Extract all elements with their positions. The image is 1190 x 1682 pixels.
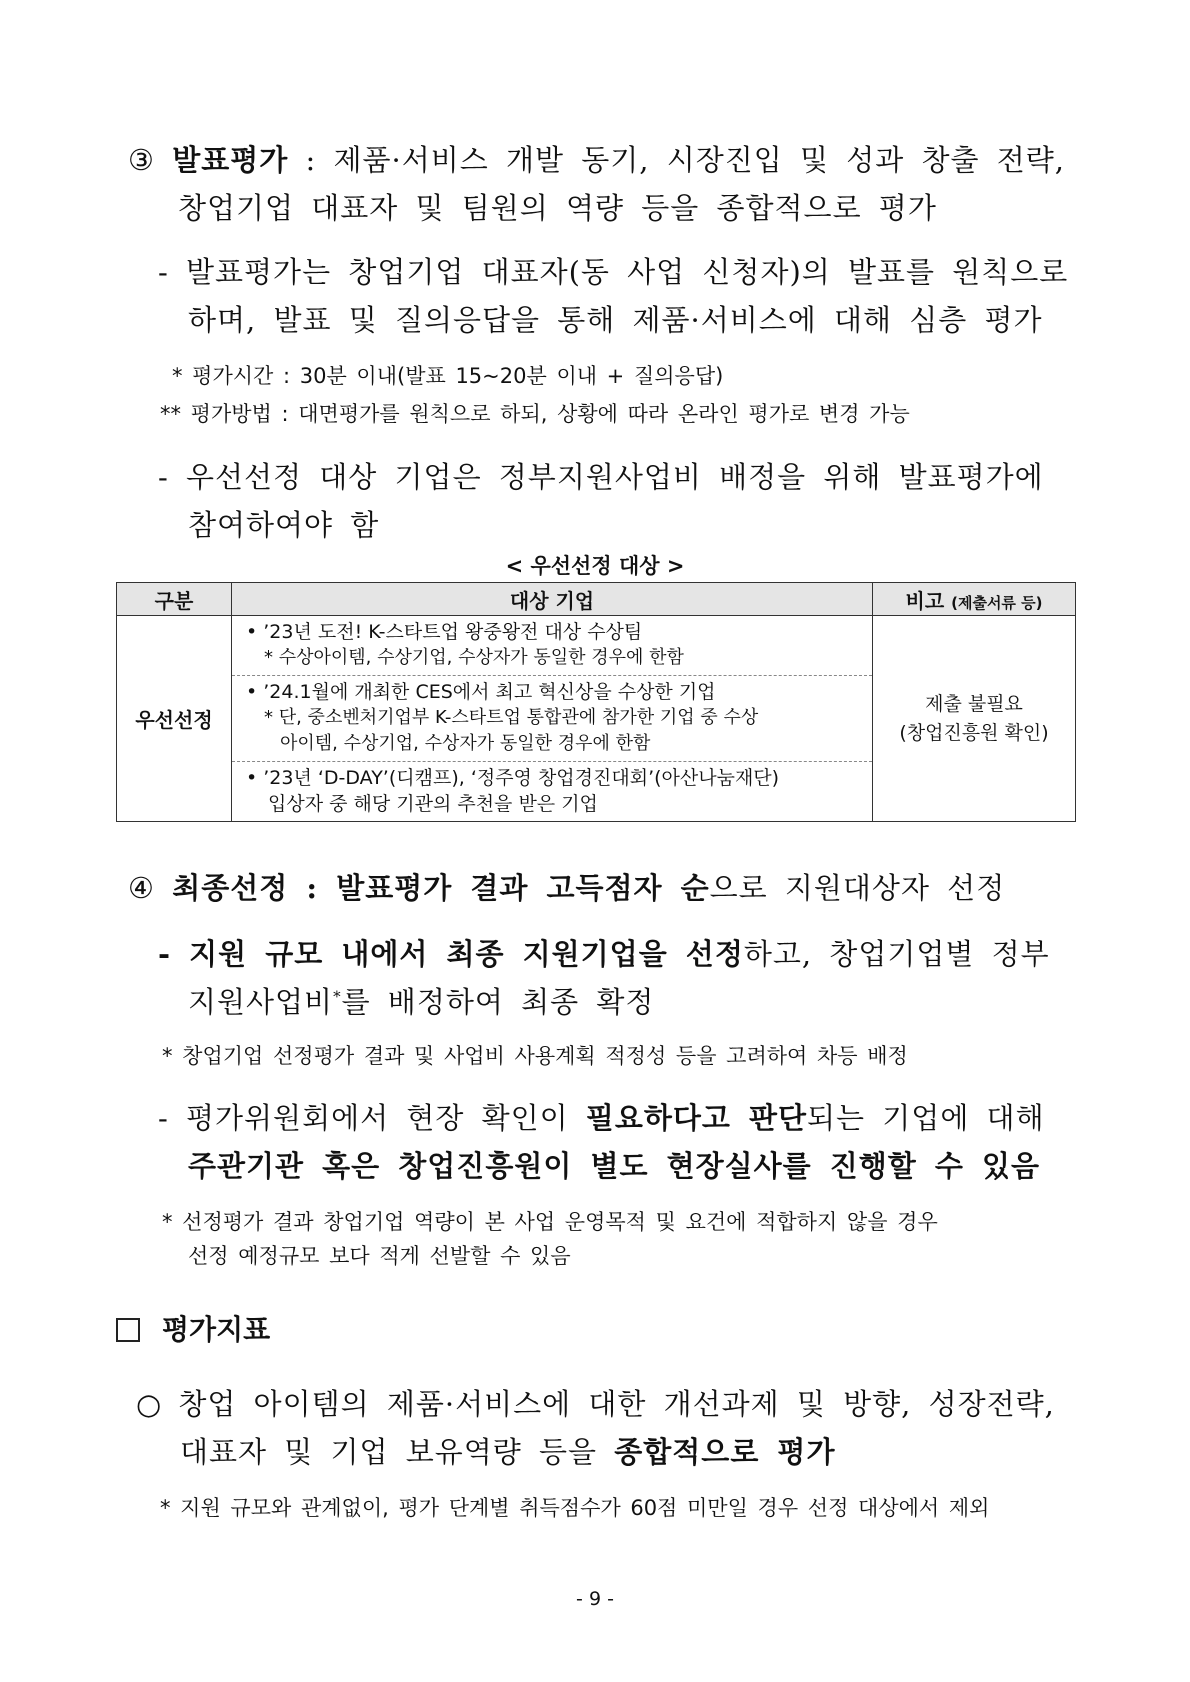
eval-line1 bbox=[136, 1382, 1055, 1423]
section3-bullet1-line2: 하며, 발표 및 질의응답을 통해 제품·서비스에 대해 심층 평가 bbox=[188, 303, 1043, 337]
table-caption: < 우선선정 대상 > bbox=[505, 554, 685, 578]
list-item bbox=[232, 675, 872, 761]
eval-line2-a: 대표자 및 기업 보유역량 등을 bbox=[180, 1435, 615, 1469]
list-item bbox=[232, 616, 872, 675]
item3-main: • ’23년 ‘D-DAY’(디캠프), ‘정주영 창업경진대회’(아산나눔재단) bbox=[246, 767, 780, 789]
section3-note1: * 평가시간 : 30분 이내(발표 15~20분 이내 + 질의응답) bbox=[172, 364, 724, 388]
section4-bullet2-a: - 평가위원회에서 현장 확인이 bbox=[158, 1101, 586, 1135]
header-remark-small: (제출서류 등) bbox=[951, 593, 1043, 612]
section3-bullet2-line1: - 우선선정 대상 기업은 정부지원사업비 배정을 위해 발표평가에 bbox=[158, 460, 1044, 494]
eval-heading bbox=[116, 1308, 270, 1348]
section4-note2-line2: 선정 예정규모 보다 적게 선발할 수 있음 bbox=[188, 1244, 571, 1268]
header-target: 대상 기업 bbox=[232, 583, 873, 616]
section4-marker: ④ bbox=[128, 871, 155, 905]
eval-heading-text: 평가지표 bbox=[162, 1313, 271, 1346]
priority-selection-table bbox=[116, 582, 1076, 822]
table-header-row bbox=[117, 583, 1076, 616]
item2-sub1: * 단, 중소벤처기업부 K-스타트업 통합관에 참가한 기업 중 수상 bbox=[264, 707, 759, 728]
eval-line2 bbox=[180, 1430, 835, 1471]
section4-note1: * 창업기업 선정평가 결과 및 사업비 사용계획 적정성 등을 고려하여 차등 배정 bbox=[162, 1044, 908, 1068]
section3-line2: 창업기업 대표자 및 팀원의 역량 등을 종합적으로 평가 bbox=[178, 191, 937, 225]
circle-bullet-icon: ○ bbox=[136, 1387, 163, 1421]
remark-cell bbox=[873, 616, 1076, 822]
section3-note2: ** 평가방법 : 대면평가를 원칙으로 하되, 상황에 따라 온라인 평가로 변경 가능 bbox=[160, 402, 910, 426]
section4-bullet2-line2: 주관기관 혹은 창업진흥원이 별도 현장실사를 진행할 수 있음 bbox=[188, 1149, 1041, 1183]
header-remark-label: 비고 bbox=[905, 588, 945, 613]
section4-bullet1-bold: - 지원 규모 내에서 최종 지원기업을 선정 bbox=[158, 937, 744, 971]
eval-line2-bold: 종합적으로 평가 bbox=[614, 1435, 836, 1469]
eval-line1-text: 창업 아이템의 제품·서비스에 대한 개선과제 및 방향, 성장전략, bbox=[178, 1387, 1055, 1421]
section3-line1 bbox=[128, 138, 1065, 179]
section3-bullet1-line1: - 발표평가는 창업기업 대표자(동 사업 신청자)의 발표를 원칙으로 bbox=[158, 255, 1069, 289]
footnote-mark: * bbox=[333, 987, 342, 1006]
item1-sub: * 수상아이템, 수상기업, 수상자가 동일한 경우에 한함 bbox=[264, 647, 684, 668]
remark-line1: 제출 불필요 bbox=[925, 692, 1023, 715]
item3-cont: 입상자 중 해당 기관의 추천을 받은 기업 bbox=[268, 793, 598, 815]
target-cell bbox=[232, 616, 873, 822]
section4-line1 bbox=[128, 866, 1005, 907]
section4-bullet2-bold: 필요하다고 판단 bbox=[585, 1101, 808, 1135]
section4-bullet2-b: 되는 기업에 대해 bbox=[807, 1101, 1045, 1135]
section4-bullet1-line1 bbox=[158, 932, 1050, 973]
section4-bullet1-line2 bbox=[188, 980, 654, 1021]
header-remark bbox=[873, 583, 1076, 616]
section4-bullet1-line2b: 를 배정하여 최종 확정 bbox=[341, 985, 655, 1019]
section3-marker: ③ bbox=[128, 143, 155, 177]
section4-bullet2-line1 bbox=[158, 1096, 1045, 1137]
section4-bold: 발표평가 결과 고득점자 순 bbox=[336, 871, 710, 905]
item2-main: • ’24.1월에 개최한 CES에서 최고 혁신상을 수상한 기업 bbox=[246, 681, 716, 703]
section4-colon: : bbox=[288, 871, 337, 905]
page-number: - 9 - bbox=[576, 1588, 614, 1610]
table-row bbox=[117, 616, 1076, 822]
item1-main: • ’23년 도전! K-스타트업 왕중왕전 대상 수상팀 bbox=[246, 621, 643, 643]
section4-bullet1-line2a: 지원사업비 bbox=[188, 985, 334, 1019]
list-item bbox=[232, 761, 872, 821]
section4-rest: 으로 지원대상자 선정 bbox=[709, 871, 1006, 905]
section3-text1: : 제품·서비스 개발 동기, 시장진입 및 성과 창출 전략, bbox=[305, 143, 1065, 177]
header-category: 구분 bbox=[117, 583, 232, 616]
remark-line2: (창업진흥원 확인) bbox=[899, 721, 1049, 744]
item2-sub2: 아이템, 수상기업, 수상자가 동일한 경우에 한함 bbox=[280, 733, 651, 754]
eval-note: * 지원 규모와 관계없이, 평가 단계별 취득점수가 60점 미만일 경우 선정 대상에서 제외 bbox=[160, 1496, 990, 1520]
checkbox-square-icon bbox=[116, 1318, 140, 1342]
section3-bullet2-line2: 참여하여야 함 bbox=[188, 508, 380, 542]
section4-title: 최종선정 bbox=[172, 871, 289, 905]
section4-note2-line1: * 선정평가 결과 창업기업 역량이 본 사업 운영목적 및 요건에 적합하지 않을 경우 bbox=[162, 1210, 938, 1234]
category-cell: 우선선정 bbox=[117, 616, 232, 822]
section4-bullet1-rest: 하고, 창업기업별 정부 bbox=[743, 937, 1050, 971]
section3-title: 발표평가 bbox=[172, 143, 289, 177]
